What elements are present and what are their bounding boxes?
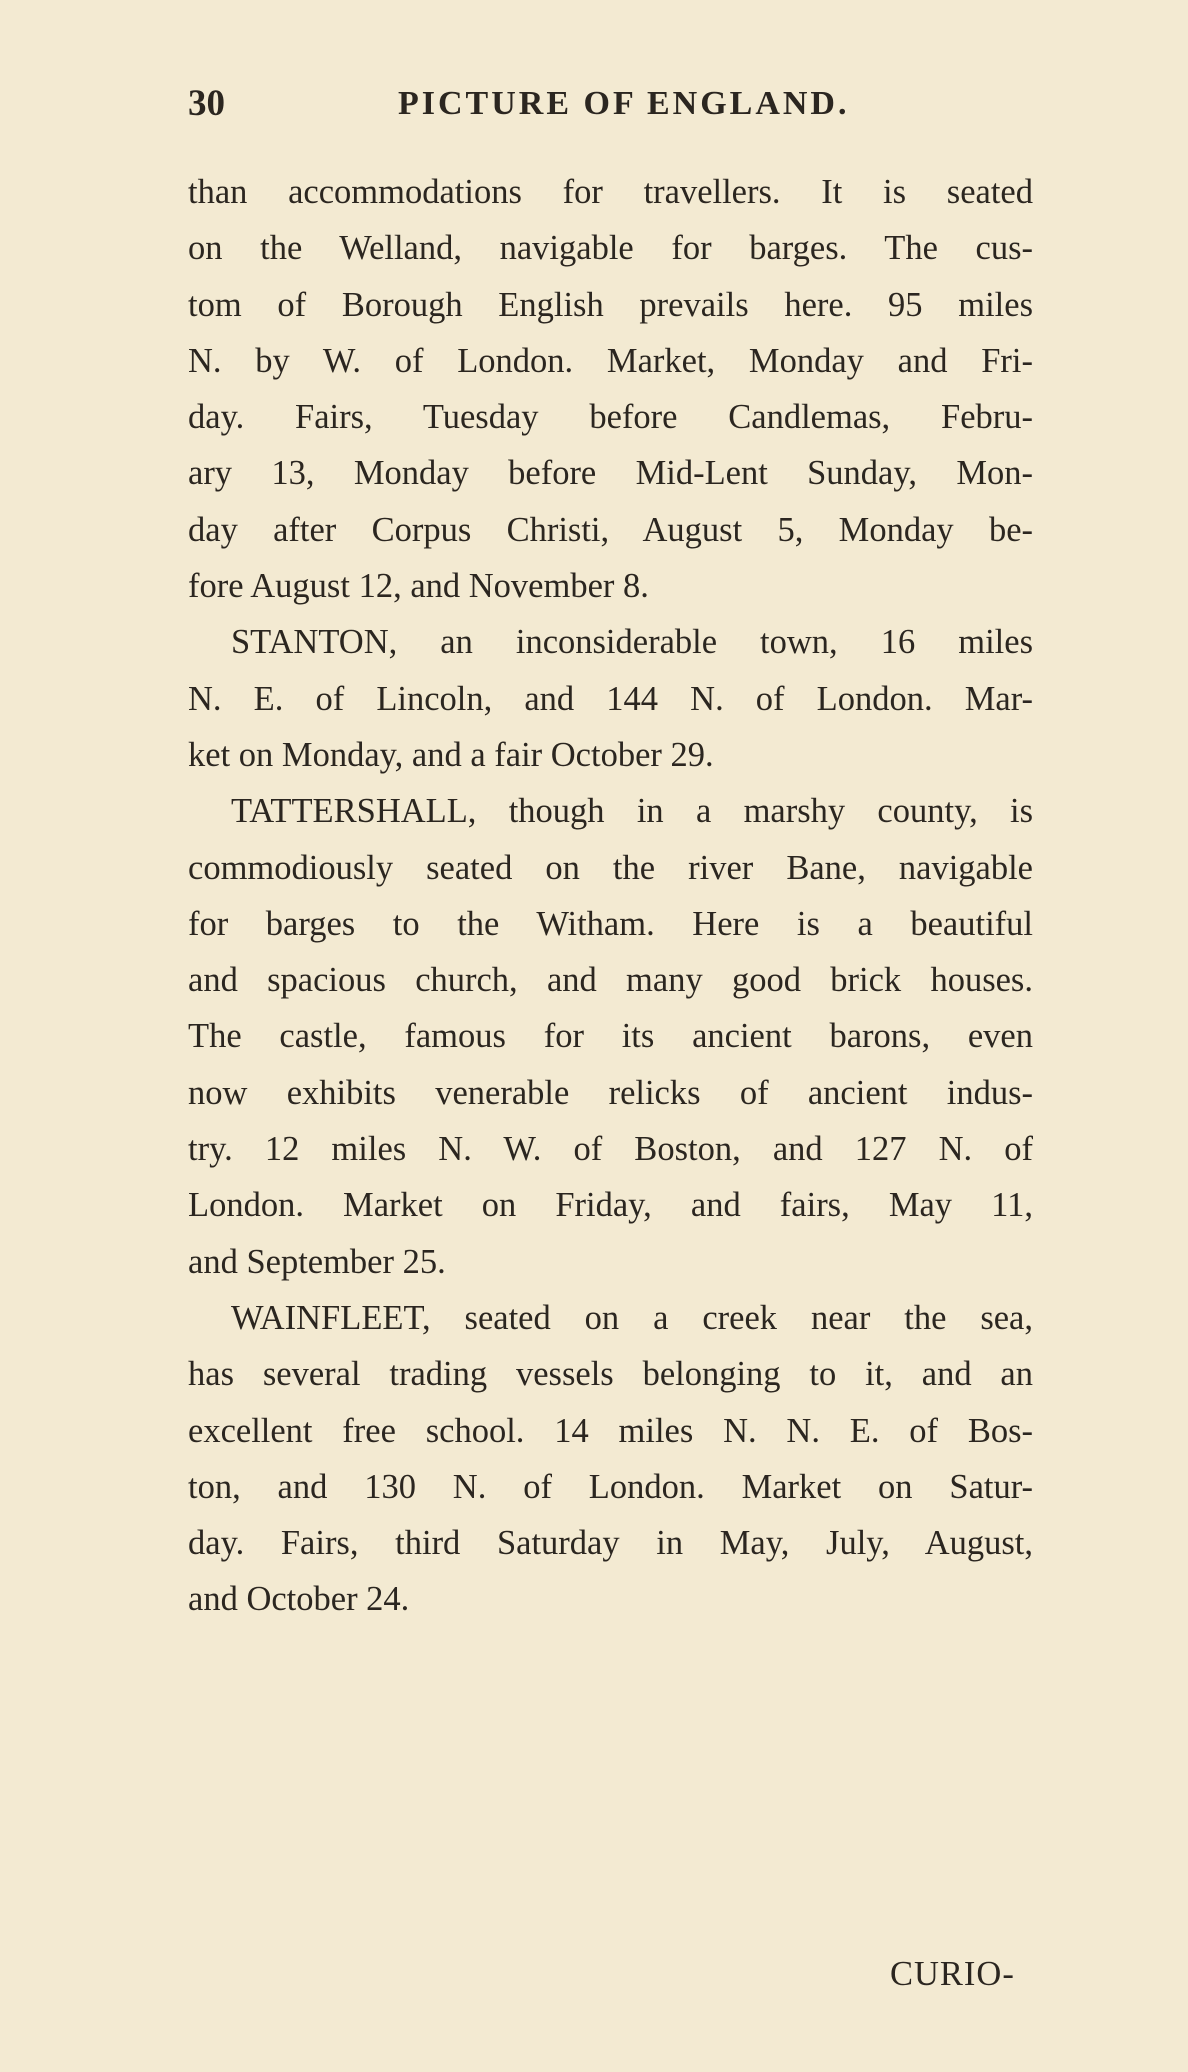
text-line: excellent free school. 14 miles N. N. E. of Bos- bbox=[188, 1411, 1033, 1450]
text-line: The castle, famous for its ancient barons, even bbox=[188, 1017, 1033, 1056]
body-text bbox=[188, 164, 1033, 1628]
text-line: N. E. of Lincoln, and 144 N. of London. Mar- bbox=[188, 679, 1033, 718]
text-line: ket on Monday, and a fair October 29. bbox=[188, 735, 714, 774]
text-line: fore August 12, and November 8. bbox=[188, 567, 649, 606]
text-line: tom of Borough English prevails here. 95 miles bbox=[188, 285, 1033, 324]
text-line: commodiously seated on the river Bane, navigable bbox=[188, 848, 1033, 887]
text-line: for barges to the Witham. Here is a beautiful bbox=[188, 904, 1033, 943]
text-line: day after Corpus Christi, August 5, Monday be- bbox=[188, 510, 1033, 549]
text-line: ton, and 130 N. of London. Market on Satur- bbox=[188, 1467, 1033, 1506]
running-head: PICTURE OF ENGLAND. bbox=[398, 85, 850, 122]
text-line: day. Fairs, third Saturday in May, July, August, bbox=[188, 1524, 1033, 1563]
page-number: 30 bbox=[188, 83, 225, 124]
entry-tattershall-line: TATTERSHALL, though in a marshy county, is bbox=[231, 792, 1033, 831]
text-line: now exhibits venerable relicks of ancient indus- bbox=[188, 1073, 1033, 1112]
text-line: day. Fairs, Tuesday before Candlemas, Febru- bbox=[188, 398, 1033, 437]
text-line: and October 24. bbox=[188, 1580, 410, 1619]
page-header bbox=[188, 84, 1028, 124]
text-line: N. by W. of London. Market, Monday and Fri- bbox=[188, 341, 1033, 380]
text-line: London. Market on Friday, and fairs, May 11, bbox=[188, 1186, 1033, 1225]
entry-wainfleet-line: WAINFLEET, seated on a creek near the sea, bbox=[231, 1298, 1033, 1337]
catchword: CURIO- bbox=[890, 1955, 1015, 1993]
text-line: and spacious church, and many good brick houses. bbox=[188, 961, 1033, 1000]
text-line: and September 25. bbox=[188, 1242, 446, 1281]
text-line: ary 13, Monday before Mid-Lent Sunday, Mon- bbox=[188, 454, 1033, 493]
text-line: try. 12 miles N. W. of Boston, and 127 N. of bbox=[188, 1130, 1033, 1169]
text-line: on the Welland, navigable for barges. The cus- bbox=[188, 229, 1033, 268]
text-line: has several trading vessels belonging to it, and an bbox=[188, 1355, 1033, 1394]
entry-stanton-line: STANTON, an inconsiderable town, 16 miles bbox=[231, 623, 1033, 662]
text-line: than accommodations for travellers. It is seated bbox=[188, 173, 1033, 211]
